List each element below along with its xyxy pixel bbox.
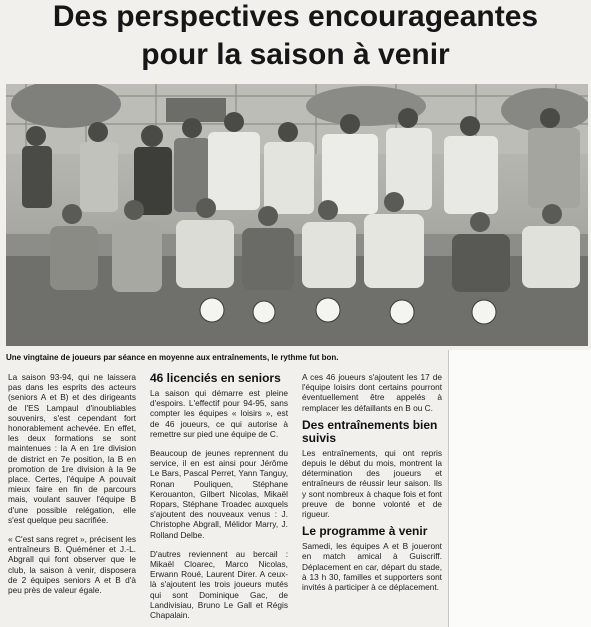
paragraph: Beaucoup de jeunes reprennent du service, il en est ainsi pour Jérôme Le Bars, Pascal Perret, Yann Tanguy, Ronan Pouliquen, Stéphane Kerouanton, Gilbert Nicolas, Mikaël Ropars, Stéphane Troadec auxquels s'ajoutent des nouveaux venus : J. Christophe Abgrall, Mélidor Marry, J. Rolland Delbe. xyxy=(150,448,288,540)
paragraph: « C'est sans regret », précisent les entraîneurs B. Quéméner et J.-L. Abgrall qui font observer que le club, la saison à venir, disposera de 2 équipes seniors A et B d'à peu près de valeur égale. xyxy=(8,534,136,596)
article-column-1 xyxy=(8,372,136,595)
article-column-2 xyxy=(150,372,288,620)
section-heading: 46 licenciés en seniors xyxy=(150,371,281,385)
section-heading: Des entraînements bien suivis xyxy=(302,417,438,445)
section-heading: Le programme à venir xyxy=(302,524,428,539)
paragraph: La saison qui démarre est pleine d'espoirs. L'effectif pour 94-95, sans compter les équipes « loisirs », est de 46 joueurs, ce qui autorise à remettre sur pied une équipe de C. xyxy=(150,388,288,439)
headline-line-2: pour la saison à venir xyxy=(141,38,450,71)
paragraph: A ces 46 joueurs s'ajoutent les 17 de l'équipe loisirs dont certains pourront éventuellement être appelés à remplacer les défaillants en B ou C. xyxy=(302,372,442,413)
photo-caption: Une vingtaine de joueurs par séance en moyenne aux entraînements, le rythme fut bon. xyxy=(6,353,339,362)
paragraph: Samedi, les équipes A et B joueront en match amical à Guiscriff. Déplacement en car, départ du stade, à 13 h 30, familles et supporters sont invités à participer à ce déplacement. xyxy=(302,541,442,593)
team-photo-illustration xyxy=(6,84,588,346)
team-photo xyxy=(6,84,588,346)
article-column-3 xyxy=(302,372,442,592)
paragraph: Les entraînements, qui ont repris depuis le début du mois, montrent la détermination des joueurs et entraîneurs de réussir leur saison. Ils y sont nombreux à chaque fois et font preuve de bonne volonté et de rigueur. xyxy=(302,447,442,520)
blank-margin-area xyxy=(448,350,591,627)
paragraph: D'autres reviennent au bercail : Mikaël Cloarec, Marco Nicolas, Erwann Roué, Laurent Direr. A ceux-là s'ajoutent les trois joueurs mutés qui sont Dominique Gac, de Landivisiau, Bruno Le Gall et Régis Chapalain. xyxy=(150,548,288,621)
headline-line-1: Des perspectives encourageantes xyxy=(52,0,539,33)
paragraph: La saison 93-94, qui ne laissera pas dans les esprits des acteurs (seniors A et B) et des dirigeants de l'ES Lampaul d'inoubliables souvenirs, s'est cependant fort honorablement achevée. En effet, les deux formations se sont maintenues : la A en 1re division de district en 7e position, la B en promotion de 1re division à la 9e place. Certes, l'équipe A pouvait mieux faire en fin de parcours mais, voulant sauver l'équipe B d'une possible relégation, elle s'est quelque peu sacrifiée. xyxy=(8,372,136,525)
